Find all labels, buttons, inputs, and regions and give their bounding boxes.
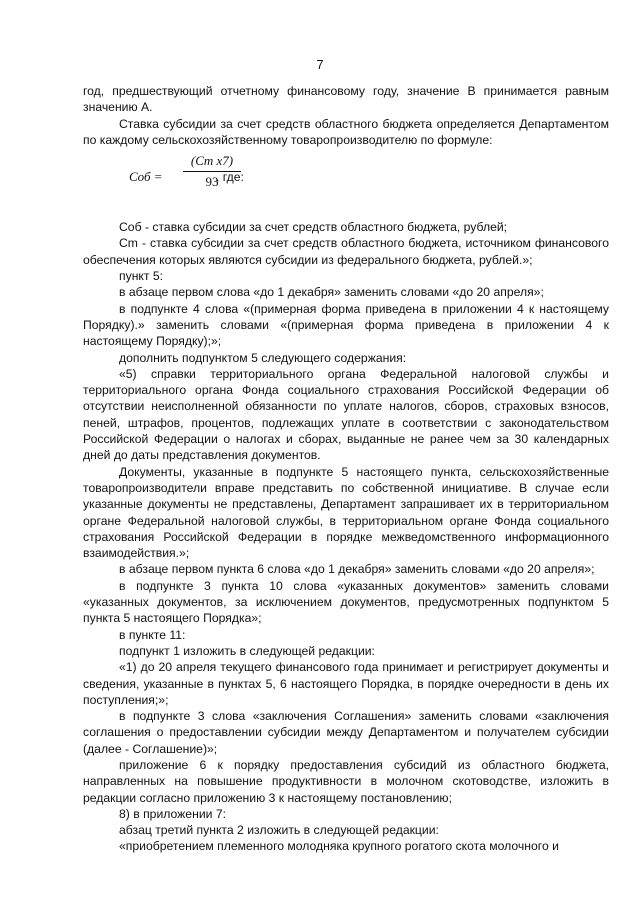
paragraph: в подпункте 3 слова «заключения Соглашения» заменить словами «заключения соглашения о предоставлении субсидии между Департаментом и получателем субсидии (далее - Соглашение)»; <box>83 709 609 756</box>
paragraph: год, предшествующий отчетному финансовому году, значение В принимается равным значению А. <box>83 84 609 115</box>
paragraph: в абзаце первом слова «до 1 декабря» заменить словами «до 20 апреля»; <box>119 285 544 300</box>
formula-denominator: 93 <box>205 174 219 190</box>
paragraph: приложение 6 к порядку предоставления субсидий из областного бюджета, направленных на повышение продуктивности в молочном скотоводстве, изложить в редакции согласно приложению 3 к настоящему постановлению; <box>83 757 609 805</box>
paragraph: абзац третий пункта 2 изложить в следующей редакции: <box>119 823 439 838</box>
formula-numerator: (Cm x7) <box>183 153 241 172</box>
paragraph: дополнить подпунктом 5 следующего содержания: <box>119 350 407 365</box>
spacer <box>83 205 609 219</box>
paragraph: подпункт 1 изложить в следующей редакции: <box>119 643 375 658</box>
paragraph: «5) справки территориального органа Федеральной налоговой службы и территориального органа Фонда социального страхования Российской Федерации об отсутствии неисполненной обязанности по уплате налогов, сборов, страховых взносов, пеней, штрафов, процентов, подлежащих уплате в соответствии с законодательством Российской Федерации о налогах и сборах, выданные не ранее чем за 30 календарных дней до даты представления документов. <box>83 366 609 463</box>
document-body <box>83 83 609 855</box>
paragraph: «1) до 20 апреля текущего финансового года принимает и регистрирует документы и сведения, указанные в пунктах 5, 6 настоящего Порядка, в порядке очередности в день их поступления;»; <box>83 660 609 707</box>
paragraph: Ставка субсидии за счет средств областного бюджета определяется Департаментом по каждому сельскохозяйственному товаропроизводителю по формуле: <box>83 116 609 147</box>
page-number: 7 <box>316 57 324 72</box>
paragraph: в абзаце первом пункта 6 слова «до 1 декабря» заменить словами «до 20 апреля»; <box>119 562 595 577</box>
paragraph: в пункте 11: <box>119 627 186 642</box>
formula-lhs: Cоб = <box>129 169 163 185</box>
paragraph: 8) в приложении 7: <box>119 806 226 821</box>
paragraph: в подпункте 3 пункта 10 слова «указанных документов» заменить словами «указанных документов, за исключением документов, предусмотренных подпунктом 5 пункта 5 настоящего Порядка»; <box>83 578 609 626</box>
paragraph: Документы, указанные в подпункте 5 настоящего пункта, сельскохозяйственные товаропроизводители вправе представить по собственной инициативе. В случае если указанные документы не представлены, Департамент запрашивает их в территориальном органе Федеральной налоговой службы, в территориальном органе Фонда социального страхования Российской Федерации в порядке межведомственного информационного взаимодействия.»; <box>83 464 609 561</box>
paragraph: пункт 5: <box>119 269 164 284</box>
formula-suffix: , где: <box>216 170 244 185</box>
paragraph: Соб - ставка субсидии за счет средств областного бюджета, рублей; <box>119 220 508 235</box>
paragraph: «приобретением племенного молодняка крупного рогатого скота молочного и <box>119 839 559 854</box>
subsidy-rate-formula <box>83 152 609 202</box>
paragraph: в подпункте 4 слова «(примерная форма приведена в приложении 4 к настоящему Порядку).» заменить словами «(примерная форма приведена в приложении 4 к настоящему Порядку);»; <box>83 301 609 349</box>
paragraph: Cm - ставка субсидии за счет средств областного бюджета, источником финансового обеспечения которых являются субсидии из федерального бюджета, рублей.»; <box>83 236 609 267</box>
